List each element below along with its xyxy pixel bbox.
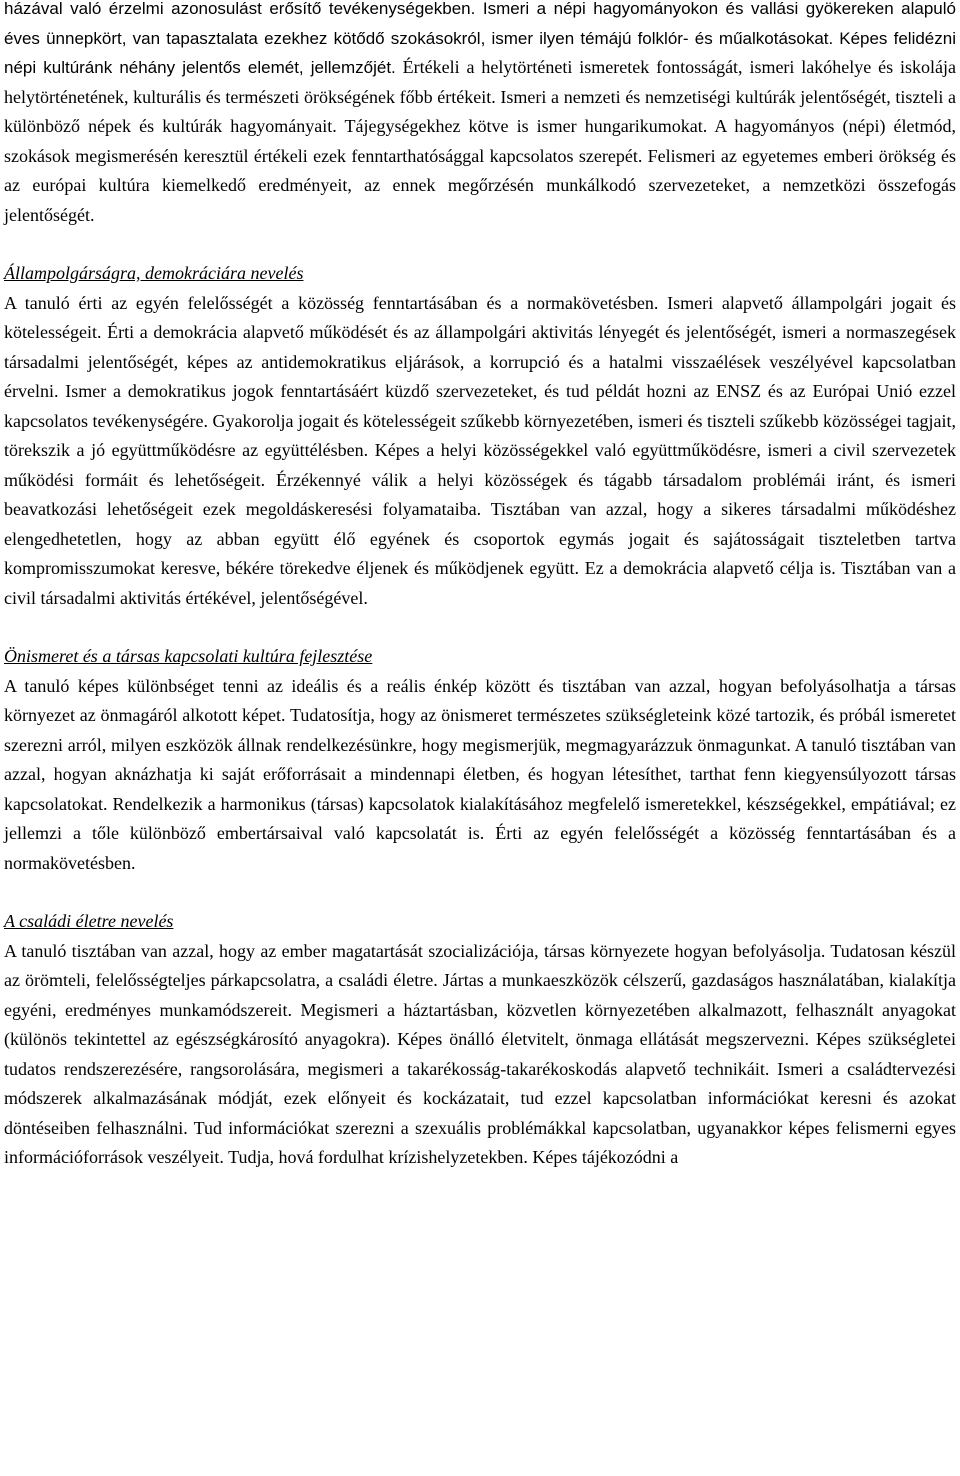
document-page bbox=[4, 0, 956, 1173]
section-spacer bbox=[4, 878, 956, 907]
section-spacer bbox=[4, 230, 956, 259]
section-heading-family-life: A családi életre nevelés bbox=[4, 911, 174, 931]
section-body-citizenship: A tanuló érti az egyén felelősségét a közösség fenntartásában és a normakövetésben. Ismeri alapvető állampolgári jogait és kötelességeit. Érti a demokrácia alapvető működését és az állampolgári aktivitás lényegét és jelentőségét, ismeri a normaszegések társadalmi jelentőségét, képes az antidemokratikus eljárások, a korrupció és a hatalmi visszaélések veszélyével kapcsolatban érvelni. Ismer a demokratikus jogok fenntartásáért küzdő szervezeteket, és tud példát hozni az ENSZ és az Európai Unió ezzel kapcsolatos tevékenységére. Gyakorolja jogait és kötelességeit szűkebb környezetében, ismeri és tiszteli szűkebb közösségei tagjait, törekszik a jó együttműködésre az együttélésben. Képes a helyi közösségekkel való együttműködésre, ismeri a civil szervezetek működési formáit és lehetőségeit. Érzékennyé válik a helyi közösségek és tágabb társadalom problémái iránt, és ismeri beavatkozási lehetőségeit ezek megoldáskeresési folyamataiba. Tisztában van azzal, hogy a sikeres társadalmi működéshez elengedhetetlen, hogy az abban együtt élő egyének és csoportok egymás jogait és sajátosságait tiszteletben tartva kompromisszumokat keresve, békére törekedve éljenek és működjenek együtt. Ez a demokrácia alapvető célja is. Tisztában van a civil társadalmi aktivitás értékével, jelentőségével. bbox=[4, 292, 956, 608]
intro-sentence-2: Képes felidézni népi kultúránk néhány jelentős elemét, jellemzőjét. bbox=[4, 28, 956, 77]
section-heading-citizenship: Állampolgárságra, demokráciára nevelés bbox=[4, 263, 304, 283]
intro-sentence-1: házával való érzelmi azonosulást erősítő tevékenységekben. Ismeri a népi hagyományokon és vallási gyökereken alapuló éves ünnepkört, van tapasztalata ezekhez kötődő szokásokról, ismer ilyen témájú folklór- és műalkotásokat. bbox=[4, 0, 956, 48]
section-body-self-knowledge: A tanuló képes különbséget tenni az ideális és a reális énkép között és tisztában van azzal, hogyan befolyásolhatja a társas környezet az önmagáról alkotott képet. Tudatosítja, hogy az önismeret természetes szükségleteink közé tartozik, és próbál ismeretet szerezni arról, milyen eszközök állnak rendelkezésünkre, hogy megismerjük, megmagyarázzuk önmagunkat. A tanuló tisztában van azzal, hogyan aknázhatja ki saját erőforrásait a mindennapi életben, és hogyan létesíthet, tarthat fenn kiegyensúlyozott társas kapcsolatokat. Rendelkezik a harmonikus (társas) kapcsolatok kialakításához megfelelő ismeretekkel, készségekkel, empátiával; ez jellemzi a tőle különböző embertársaival való kapcsolatát is. Érti az egyén felelősségét a közösség fenntartásában és a normakövetésben. bbox=[4, 675, 956, 873]
section-heading-self-knowledge: Önismeret és a társas kapcsolati kultúra fejlesztése bbox=[4, 646, 373, 666]
intro-sentence-5: A hagyományos (népi) életmód, szokások megismerésén keresztül értékeli ezek fenntarthatósággal kapcsolatos szerepét. Felismeri az egyetemes emberi örökség és az európai kultúra kiemelkedő eredményeit, az ennek megőrzésén munkálkodó szervezeteket, a nemzetközi összefogás jelentőségét. bbox=[4, 116, 957, 225]
intro-paragraph bbox=[4, 0, 956, 230]
section-body-family-life: A tanuló tisztában van azzal, hogy az ember magatartását szocializációja, társas környezete hogyan befolyásolja. Tudatosan készül az örömteli, felelősségteljes párkapcsolatra, a családi életre. Jártas a munkaeszközök célszerű, gazdaságos használatában, kialakítja egyéni, eredményes munkamódszereit. Megismeri a háztartásban, közvetlen környezetében alkalmazott, felhasznált anyagokat (különös tekintettel az egészségkárosító anyagokra). Képes önálló életvitelt, önmaga ellátását megszervezni. Képes szükségletei tudatos rendszerezésére, rangsorolására, megismeri a takarékosság-takarékoskodás alapvető technikáit. Ismeri a családtervezési módszerek alkalmazásának módját, ezek előnyeit és kockázatait, tud ezzel kapcsolatban információkat keresni és azokat döntéseiben felhasználni. Tud információkat szerezni a szexuális problémákkal kapcsolatban, ugyanakkor képes felismerni egyes információforrások veszélyeit. Tudja, hová fordulhat krízishelyzetekben. Képes tájékozódni a bbox=[4, 940, 956, 1167]
intro-sentence-4: Ismeri a nemzeti és nemzetiségi kultúrák jelentőségét, tiszteli a különböző népek és kultúrák hagyományait. Tájegységekhez kötve is ismer hungarikumokat. bbox=[4, 86, 956, 136]
section-spacer bbox=[4, 613, 956, 642]
intro-sentence-3: Értékeli a helytörténeti ismeretek fontosságát, ismeri lakóhelye és iskolája helytörténetének, kulturális és természeti örökségének főbb értékeit. bbox=[4, 57, 957, 107]
